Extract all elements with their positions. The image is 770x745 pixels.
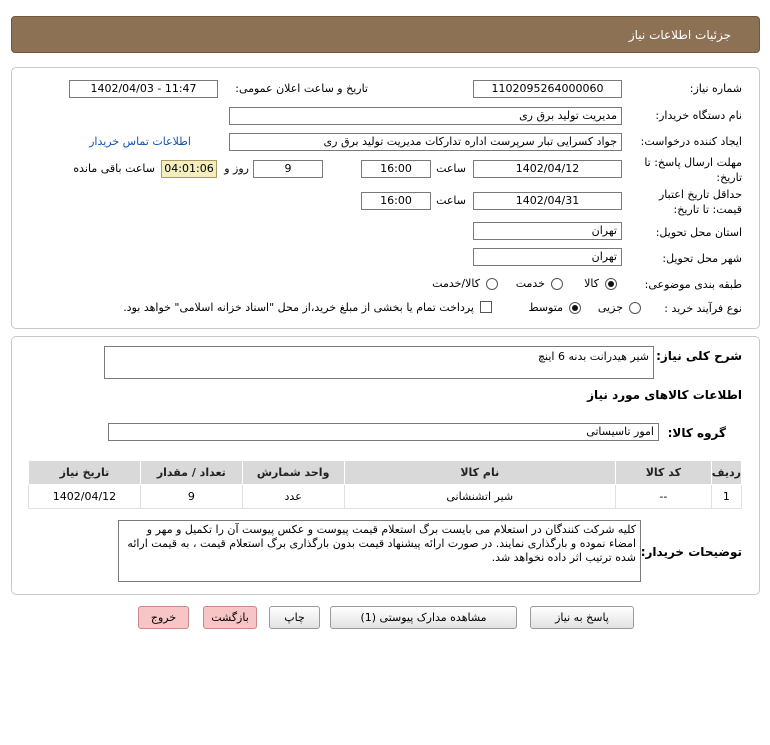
category-service-radio[interactable]	[551, 278, 563, 290]
validity-date-field: 1402/04/31	[473, 192, 622, 210]
col-row: ردیف	[711, 461, 741, 485]
col-code: کد کالا	[615, 461, 711, 485]
description-field: شیر هیدرانت بدنه 6 اینچ	[104, 346, 654, 379]
buyer-notes-box: کلیه شرکت کنندگان در استعلام می بایست برگ استعلام قیمت پیوست و عکس پیوست آن را تکمیل و مهر و امضاء نموده و بارگذاری نمایند. در صورت ارائه پیشنهاد قیمت بدون بارگذاری برگ استعلام قیمت ، به قیمت ارائه شده ترتیب اثر داده نخواهد شد.	[118, 520, 641, 582]
category-goods-service-label: کالا/خدمت	[432, 277, 480, 290]
category-goods-service-radio[interactable]	[486, 278, 498, 290]
category-goods-label: کالا	[584, 277, 599, 290]
page-header	[11, 16, 760, 53]
cell-qty: 9	[140, 485, 242, 509]
announce-field: 1402/04/03 - 11:47	[69, 80, 218, 98]
category-goods-radio[interactable]	[605, 278, 617, 290]
cell-row: 1	[711, 485, 741, 509]
goods-group-field: امور تاسیساتی	[108, 423, 659, 441]
goods-section-title: اطلاعات کالاهای مورد نیاز	[587, 388, 742, 402]
days-label: روز و	[224, 162, 249, 175]
city-field: تهران	[473, 248, 622, 266]
treasury-payment-note: پرداخت تمام یا بخشی از مبلغ خرید،از محل "اسناد خزانه اسلامی" خواهد بود.	[123, 301, 474, 314]
validity-time-label: ساعت	[436, 194, 466, 207]
deadline-time-field: 16:00	[361, 160, 431, 178]
cell-unit: عدد	[242, 485, 344, 509]
col-date: تاریخ نیاز	[29, 461, 141, 485]
validity-time-field: 16:00	[361, 192, 431, 210]
goods-group-label: گروه کالا:	[667, 426, 726, 440]
category-label: طبقه بندی موضوعی:	[644, 278, 742, 291]
validity-label-line1: حداقل تاریخ اعتبار	[658, 188, 742, 201]
goods-table	[28, 460, 742, 509]
page-title: جزئیات اطلاعات نیاز	[628, 28, 731, 42]
cell-name: شیر اتشنشانی	[344, 485, 615, 509]
col-name: نام کالا	[344, 461, 615, 485]
remaining-time-field: 04:01:06	[161, 160, 217, 178]
print-button[interactable]: چاپ	[269, 606, 320, 629]
buyer-contact-link[interactable]: اطلاعات تماس خریدار	[89, 135, 191, 148]
cell-code: --	[615, 485, 711, 509]
province-label: استان محل تحویل:	[655, 226, 742, 239]
buyer-org-label: نام دستگاه خریدار:	[655, 109, 742, 122]
need-number-field: 1102095264000060	[473, 80, 622, 98]
attachments-button[interactable]: مشاهده مدارک پیوستی (1)	[330, 606, 517, 629]
announce-label: تاریخ و ساعت اعلان عمومی:	[235, 82, 368, 95]
province-field: تهران	[473, 222, 622, 240]
days-field: 9	[253, 160, 323, 178]
process-minor-radio[interactable]	[629, 302, 641, 314]
creator-field: جواد کسرایی تبار سرپرست اداره تدارکات مدیریت تولید برق ری	[229, 133, 622, 151]
need-number-label: شماره نیاز:	[689, 82, 742, 95]
process-medium-radio[interactable]	[569, 302, 581, 314]
process-minor-label: جزیی	[597, 301, 623, 314]
remaining-time-label: ساعت باقی مانده	[73, 162, 155, 175]
table-row	[29, 485, 742, 509]
deadline-label-line2: تاریخ:	[716, 171, 742, 184]
treasury-payment-checkbox[interactable]	[480, 301, 492, 313]
validity-label-line2: قیمت: تا تاریخ:	[673, 203, 742, 216]
description-label: شرح کلی نیاز:	[656, 349, 742, 363]
deadline-date-field: 1402/04/12	[473, 160, 622, 178]
city-label: شهر محل تحویل:	[662, 252, 742, 265]
creator-label: ایجاد کننده درخواست:	[640, 135, 742, 148]
cell-date: 1402/04/12	[29, 485, 141, 509]
goods-table-header	[29, 461, 742, 485]
buyer-org-field: مدیریت تولید برق ری	[229, 107, 622, 125]
category-service-label: خدمت	[515, 277, 545, 290]
back-button[interactable]: بازگشت	[203, 606, 257, 629]
deadline-time-label: ساعت	[436, 162, 466, 175]
exit-button[interactable]: خروج	[138, 606, 189, 629]
deadline-label-line1: مهلت ارسال پاسخ: تا	[644, 156, 742, 169]
process-label: نوع فرآیند خرید :	[664, 302, 742, 315]
col-unit: واحد شمارش	[242, 461, 344, 485]
process-medium-label: متوسط	[528, 301, 563, 314]
reply-button[interactable]: پاسخ به نیاز	[530, 606, 634, 629]
buyer-notes-label: توضیحات خریدار:	[640, 545, 742, 559]
col-qty: تعداد / مقدار	[140, 461, 242, 485]
